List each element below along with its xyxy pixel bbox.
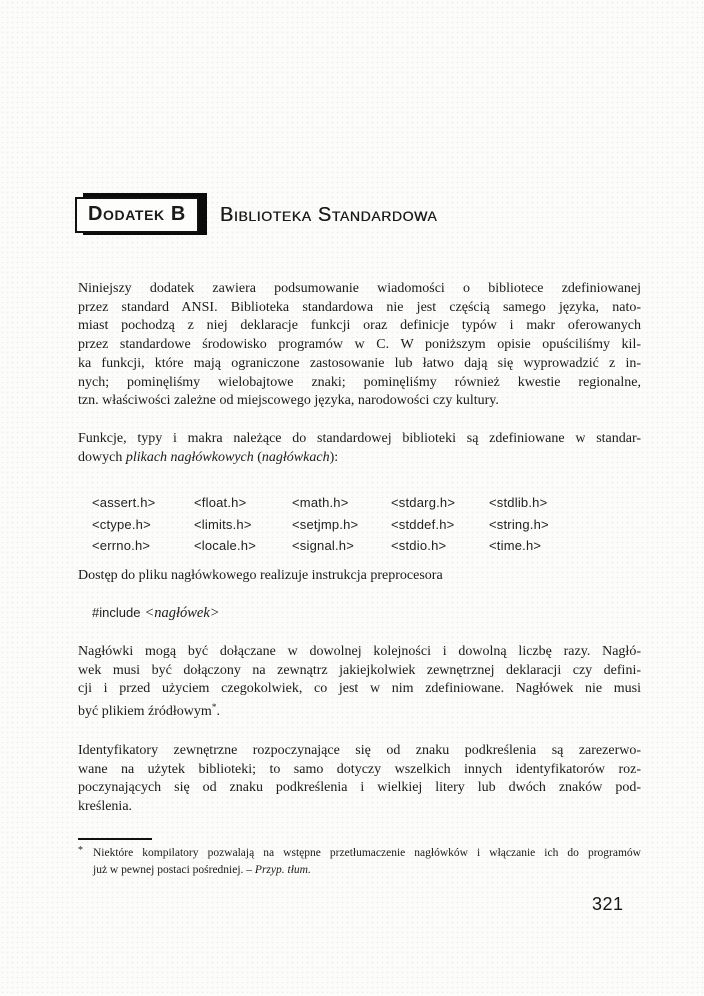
chapter-title: Biblioteka Standardowa <box>219 203 438 226</box>
header-file-name: <errno.h> <box>92 538 151 554</box>
header-file-name: <stdio.h> <box>391 538 447 554</box>
header-files-table <box>92 492 549 557</box>
text-line: wane na użytek biblioteki; to samo dotyczy wszelkich innych identyfikatorów roz- <box>78 761 641 777</box>
header-file-name: <ctype.h> <box>92 516 151 532</box>
header-file-name: <stdlib.h> <box>489 495 548 510</box>
text-line: ka funkcji, które mają ograniczone zastosowanie lub łatwo dają się wyprowadzić z in- <box>78 355 641 371</box>
text-line: już w pewnej postaci pośredniej. – Przyp. tłum. <box>93 863 311 876</box>
text-line: cji i przed użyciem czegokolwiek, co jest w nim zdefiniowane. Nagłówek nie musi <box>78 681 641 697</box>
access-line: Dostęp do pliku nagłówkowego realizuje instrukcja preprocesora <box>78 568 443 583</box>
order-paragraph <box>78 643 641 722</box>
include-argument: <nagłówek> <box>144 605 220 621</box>
footnote-rule <box>78 838 152 840</box>
chapter-header <box>75 197 437 233</box>
header-file-name: <math.h> <box>292 495 349 510</box>
text-line: dowych plikach nagłówkowych (nagłówkach): <box>78 449 339 465</box>
text-line: przez standardowe środowisko programów w C. W poniższym opisie opuściliśmy kil- <box>78 337 641 353</box>
header-file-name: <signal.h> <box>292 538 354 554</box>
text-line: Nagłówki mogą być dołączane w dowolnej kolejności i dowolną liczbę razy. Nagłó- <box>78 644 641 659</box>
header-file-name: <assert.h> <box>92 495 156 510</box>
header-file-name: <limits.h> <box>194 516 252 532</box>
text-line: Niektóre kompilatory pozwalają na wstępne przetłumaczenie nagłówków i włączanie ich do programów <box>93 847 641 859</box>
header-file-name: <setjmp.h> <box>292 516 359 532</box>
header-file-name: <stdarg.h> <box>391 495 456 510</box>
headers-intro-paragraph <box>78 430 641 467</box>
text-line: kreślenia. <box>78 799 133 815</box>
include-directive <box>92 605 220 622</box>
header-file-name: <locale.h> <box>194 538 256 554</box>
chapter-badge <box>75 197 199 233</box>
page-number: 321 <box>592 894 624 914</box>
text-line: Identyfikatory zewnętrzne rozpoczynające się od znaku podkreślenia są zarezerwo- <box>78 743 641 758</box>
text-line: nych; pominęliśmy wielobajtowe znaki; pominęliśmy również kwestie regionalne, <box>78 374 641 390</box>
text-line: wek musi być dołączony na zewnątrz jakiejkolwiek zewnętrznej deklaracji czy defini- <box>78 662 641 678</box>
header-file-name: <float.h> <box>194 495 247 510</box>
header-file-name: <string.h> <box>489 516 549 532</box>
text-line: tzn. właściwości zależne od miejscowego języka, narodowości czy kultury. <box>78 393 499 409</box>
footnote-marker: * <box>78 845 83 856</box>
footnote-ref-asterisk: * <box>211 703 217 714</box>
intro-paragraph <box>78 280 641 411</box>
text-line: przez standard ANSI. Biblioteka standardowa nie jest częścią samego języka, nato- <box>78 299 641 315</box>
identifiers-paragraph <box>78 742 641 817</box>
header-file-name: <stddef.h> <box>391 516 455 532</box>
text-line: być plikiem źródłowym*. <box>78 703 221 720</box>
footnote-text <box>93 845 641 879</box>
footnote <box>78 845 641 879</box>
header-file-name: <time.h> <box>489 538 542 554</box>
text-line: Niniejszy dodatek zawiera podsumowanie wiadomości o bibliotece zdefiniowanej <box>78 281 641 296</box>
include-keyword: #include <box>92 605 141 620</box>
text-line: miast pochodzą z niej deklaracje funkcji oraz definicje typów i makr oferowanych <box>78 318 641 334</box>
text-line: Funkcje, typy i makra należące do standardowej biblioteki są zdefiniowane w standar- <box>78 431 641 446</box>
text-line: poczynających się od znaku podkreślenia i wielkiej litery lub dwóch znaków pod- <box>78 780 641 796</box>
chapter-badge-label: Dodatek B <box>75 197 199 233</box>
